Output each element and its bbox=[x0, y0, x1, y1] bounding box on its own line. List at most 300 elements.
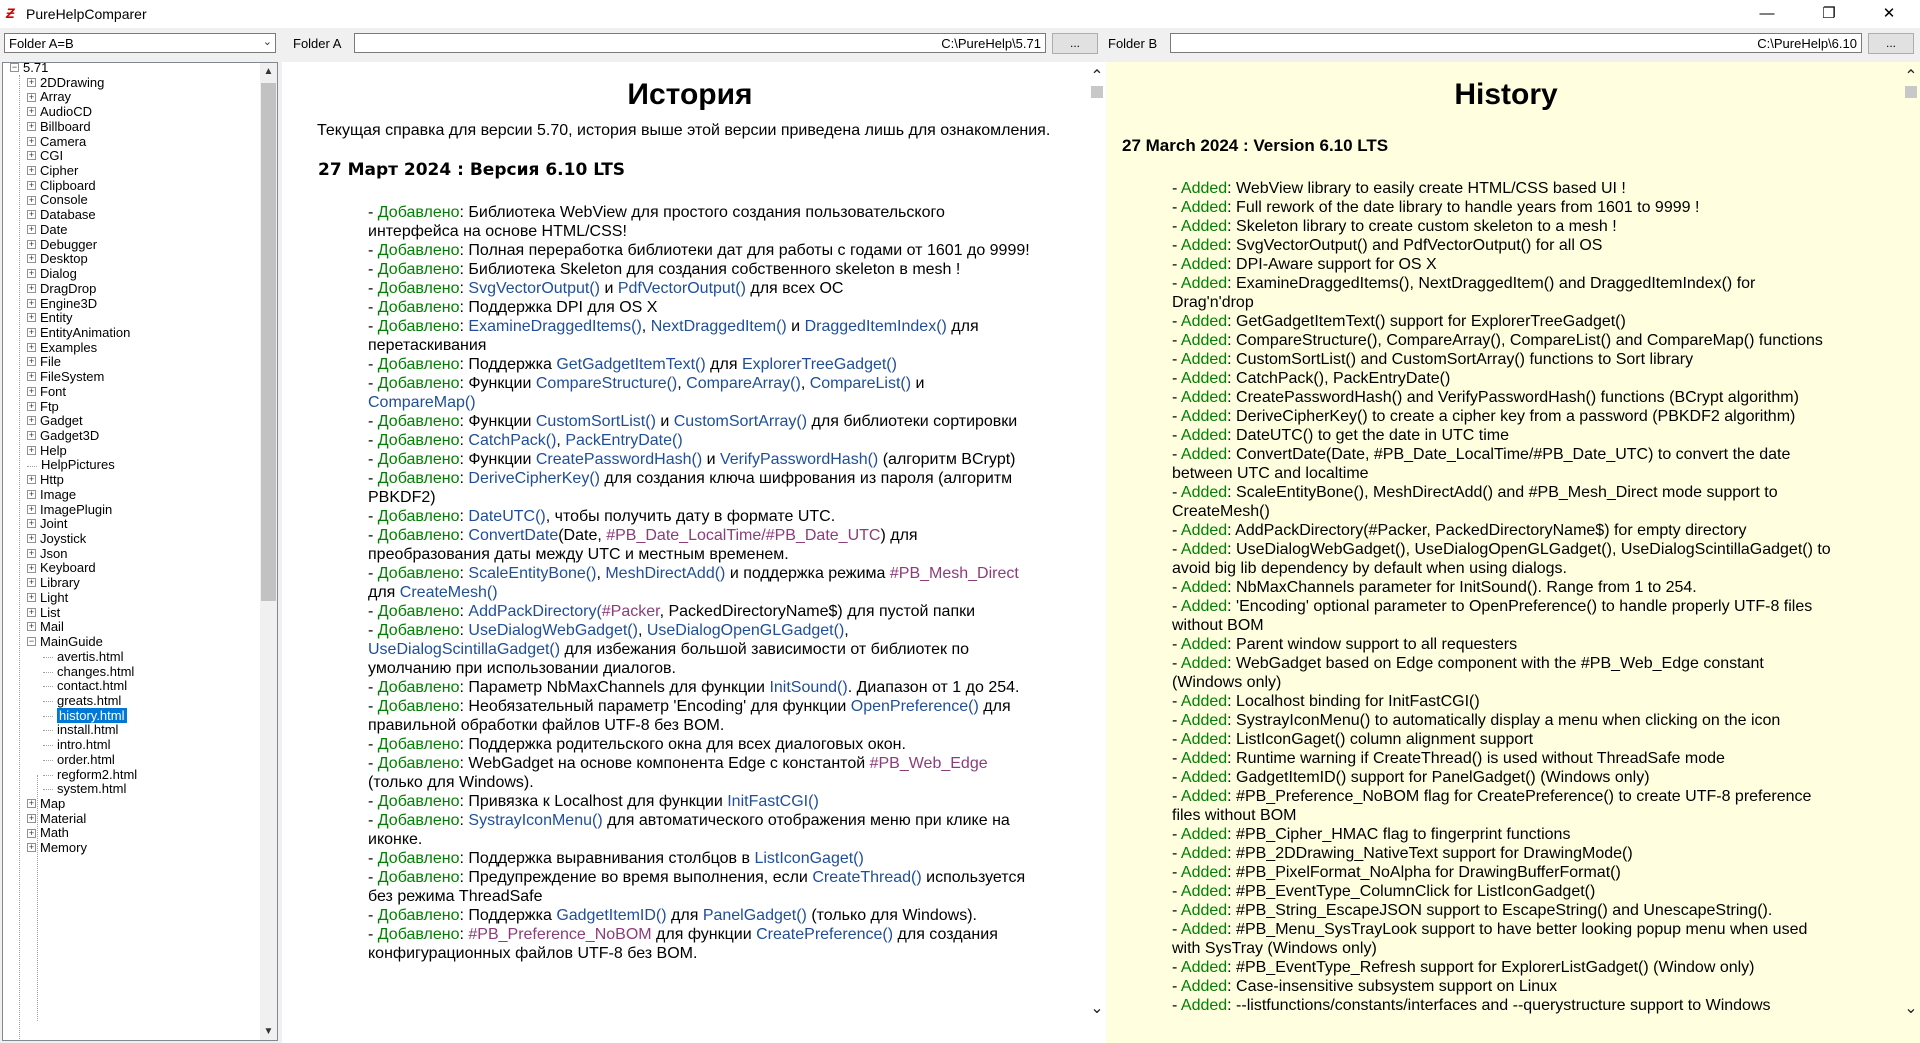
change-item bbox=[1172, 787, 1837, 825]
added-label: Added bbox=[1180, 522, 1228, 539]
change-text: - bbox=[368, 736, 378, 753]
function-link[interactable]: InitSound() bbox=[769, 679, 848, 696]
function-link[interactable]: DeriveCipherKey() bbox=[468, 470, 600, 487]
added-label: Добавлено bbox=[377, 679, 460, 696]
function-link[interactable]: PackEntryDate() bbox=[565, 432, 683, 449]
change-item bbox=[1172, 236, 1837, 255]
change-text: - bbox=[368, 622, 378, 639]
added-label: Добавлено bbox=[377, 299, 460, 316]
expand-icon[interactable]: + bbox=[28, 591, 35, 602]
tree-node-label: Joint bbox=[40, 516, 68, 532]
function-link[interactable]: CompareMap() bbox=[368, 394, 476, 411]
tree-scrollbar[interactable] bbox=[260, 63, 277, 1040]
constant-text: #Packer bbox=[601, 603, 660, 620]
function-link[interactable]: CustomSortList() bbox=[535, 413, 656, 430]
change-text: - bbox=[368, 907, 378, 924]
minimize-button[interactable]: — bbox=[1759, 5, 1775, 22]
function-link[interactable]: UseDialogScintillaGadget() bbox=[368, 641, 561, 658]
scroll-up-icon[interactable]: ⌃ bbox=[1904, 68, 1918, 85]
change-text: - bbox=[368, 318, 378, 335]
added-label: Добавлено bbox=[377, 432, 460, 449]
tree-node-label: contact.html bbox=[57, 678, 128, 694]
expand-icon[interactable]: + bbox=[28, 150, 35, 161]
compare-mode-select[interactable] bbox=[4, 33, 276, 53]
change-item bbox=[1172, 844, 1837, 863]
function-link[interactable]: CustomSortArray() bbox=[673, 413, 808, 430]
change-text: : Библиотека Skeleton для создания собственного skeleton в mesh ! bbox=[459, 261, 961, 278]
expand-icon[interactable]: + bbox=[28, 135, 35, 146]
bullet-dash: - bbox=[1172, 883, 1181, 900]
change-item bbox=[1172, 350, 1837, 369]
change-item bbox=[368, 450, 1033, 469]
change-text: - bbox=[368, 413, 378, 430]
function-link[interactable]: VerifyPasswordHash() bbox=[719, 451, 879, 468]
change-text: , bbox=[844, 622, 849, 639]
change-item bbox=[1172, 977, 1837, 996]
pane-a-scroll-thumb[interactable] bbox=[1091, 86, 1103, 98]
scroll-up-icon[interactable]: ▲ bbox=[263, 66, 274, 77]
tree-node-label: intro.html bbox=[57, 737, 111, 753]
bullet-dash: - bbox=[1172, 826, 1181, 843]
change-text: используется без режима ThreadSafe bbox=[368, 869, 1026, 905]
change-text: : UseDialogWebGadget(), UseDialogOpenGLGadget(), UseDialogScintillaGadget() to avoid big lib dependency by default when using dialogs. bbox=[1172, 541, 1831, 577]
change-item bbox=[1172, 274, 1837, 312]
function-link[interactable]: OpenPreference() bbox=[850, 698, 979, 715]
change-item bbox=[368, 564, 1033, 602]
change-text: - bbox=[368, 261, 378, 278]
added-label: Added bbox=[1180, 199, 1228, 216]
added-label: Added bbox=[1180, 921, 1228, 938]
bullet-dash: - bbox=[1172, 446, 1181, 463]
function-link[interactable]: CreatePasswordHash() bbox=[535, 451, 703, 468]
change-text: - bbox=[368, 356, 378, 373]
tree-node-memory[interactable] bbox=[27, 839, 87, 857]
expand-icon[interactable]: + bbox=[28, 415, 35, 426]
added-label: Добавлено bbox=[377, 698, 460, 715]
function-link[interactable]: DateUTC() bbox=[468, 508, 546, 525]
tree-node-label: system.html bbox=[57, 781, 127, 797]
expand-icon[interactable]: + bbox=[28, 488, 35, 499]
function-link[interactable]: MeshDirectAdd() bbox=[605, 565, 726, 582]
expand-icon[interactable]: + bbox=[28, 503, 35, 514]
change-text: - bbox=[368, 869, 378, 886]
added-label: Added bbox=[1180, 408, 1228, 425]
change-text: : bbox=[459, 622, 469, 639]
expand-icon[interactable]: + bbox=[28, 327, 35, 338]
added-label: Added bbox=[1180, 541, 1228, 558]
compare-mode-value: Folder A=B bbox=[9, 36, 74, 51]
change-text: , bbox=[596, 565, 606, 582]
added-label: Добавлено bbox=[377, 261, 460, 278]
change-text: : CustomSortList() and CustomSortArray() functions to Sort library bbox=[1227, 351, 1694, 368]
change-item bbox=[1172, 863, 1837, 882]
bullet-dash: - bbox=[1172, 788, 1181, 805]
bullet-dash: - bbox=[1172, 845, 1181, 862]
expand-icon[interactable]: + bbox=[28, 518, 35, 529]
bullet-dash: - bbox=[1172, 427, 1181, 444]
change-text: - bbox=[368, 204, 378, 221]
added-label: Added bbox=[1180, 788, 1228, 805]
change-text: для bbox=[705, 356, 742, 373]
added-label: Added bbox=[1180, 769, 1228, 786]
change-item bbox=[368, 849, 1033, 868]
expand-icon[interactable]: + bbox=[28, 165, 35, 176]
change-item bbox=[368, 279, 1033, 298]
change-text: : bbox=[459, 470, 469, 487]
change-text: : Поддержка bbox=[459, 907, 557, 924]
change-text: , чтобы получить дату в формате UTC. bbox=[545, 508, 836, 525]
added-label: Added bbox=[1180, 598, 1228, 615]
function-link[interactable]: GetGadgetItemText() bbox=[556, 356, 706, 373]
change-text: : bbox=[459, 318, 469, 335]
expand-icon[interactable]: + bbox=[28, 179, 35, 190]
bullet-dash: - bbox=[1172, 180, 1181, 197]
expand-icon[interactable]: + bbox=[28, 371, 35, 382]
bullet-dash: - bbox=[1172, 370, 1181, 387]
added-label: Added bbox=[1180, 655, 1228, 672]
folder-b-path-input[interactable]: C:\PureHelp\6.10 bbox=[1170, 33, 1862, 53]
expand-icon[interactable]: + bbox=[28, 120, 35, 131]
tree-node-label: Ftp bbox=[40, 398, 59, 414]
bullet-dash: - bbox=[1172, 959, 1181, 976]
expand-icon[interactable]: + bbox=[28, 430, 35, 441]
bullet-dash: - bbox=[1172, 997, 1181, 1014]
expand-icon[interactable]: + bbox=[28, 282, 35, 293]
expand-icon[interactable]: + bbox=[28, 341, 35, 352]
added-label: Added bbox=[1180, 218, 1228, 235]
change-text: (только для Windows). bbox=[806, 907, 977, 924]
added-label: Добавлено bbox=[377, 280, 460, 297]
tree-connector bbox=[43, 716, 53, 717]
expand-icon[interactable]: + bbox=[28, 621, 35, 632]
function-link[interactable]: CreateThread() bbox=[812, 869, 922, 886]
expand-icon[interactable]: + bbox=[28, 827, 35, 838]
tree-scroll-thumb[interactable] bbox=[261, 83, 276, 601]
folder-a-browse-button[interactable]: ... bbox=[1052, 33, 1098, 54]
tree-node-label: Array bbox=[40, 89, 72, 105]
tree-connector bbox=[43, 672, 53, 673]
function-link[interactable]: NextDraggedItem() bbox=[650, 318, 787, 335]
change-item bbox=[368, 431, 1033, 450]
tree-node-label: Dialog bbox=[40, 266, 77, 282]
change-text: : #PB_EventType_ColumnClick for ListIconGadget() bbox=[1227, 883, 1596, 900]
folder-a-path-input[interactable]: C:\PureHelp\5.71 bbox=[354, 33, 1046, 53]
expand-icon[interactable]: + bbox=[28, 76, 35, 87]
change-text: : Case-insensitive subsystem support on Linux bbox=[1227, 978, 1558, 995]
doc-a-change-list bbox=[368, 203, 1033, 963]
pane-a-scrollbar[interactable] bbox=[1088, 62, 1106, 1043]
scroll-down-icon[interactable]: ⌄ bbox=[1090, 1000, 1104, 1017]
folder-b-browse-button[interactable]: ... bbox=[1868, 33, 1914, 54]
change-text: - bbox=[368, 603, 378, 620]
change-text: (Date, bbox=[558, 527, 607, 544]
change-item bbox=[1172, 597, 1837, 635]
tree-node-label: Gadget bbox=[40, 413, 83, 429]
change-item bbox=[368, 697, 1033, 735]
added-label: Added bbox=[1180, 332, 1228, 349]
change-text: для избежания большой зависимости от библиотек по умолчанию при использовании диалогов. bbox=[368, 641, 970, 677]
change-text: : ListIconGaget() column alignment support bbox=[1227, 731, 1534, 748]
change-item bbox=[1172, 578, 1837, 597]
document-pane-b[interactable] bbox=[1106, 62, 1920, 1043]
bullet-dash: - bbox=[1172, 351, 1181, 368]
function-link[interactable]: ExplorerTreeGadget() bbox=[741, 356, 897, 373]
change-text: : #PB_EventType_Refresh support for ExplorerListGadget() (Window only) bbox=[1227, 959, 1755, 976]
folder-a-label: Folder A bbox=[293, 36, 342, 51]
bullet-dash: - bbox=[1172, 313, 1181, 330]
expand-icon[interactable]: + bbox=[28, 385, 35, 396]
function-link[interactable]: CompareList() bbox=[809, 375, 912, 392]
doc-b-change-list bbox=[1172, 179, 1837, 1015]
expand-icon[interactable]: + bbox=[28, 253, 35, 264]
function-link[interactable]: CreateMesh() bbox=[399, 584, 498, 601]
tree-node-label: Light bbox=[40, 589, 69, 605]
pane-b-scrollbar[interactable] bbox=[1902, 62, 1920, 1043]
tree-connector bbox=[27, 466, 37, 467]
constant-text: #PB_Preference_NoBOM bbox=[468, 926, 652, 943]
change-text: - bbox=[368, 470, 378, 487]
collapse-icon[interactable]: − bbox=[28, 636, 35, 647]
function-link[interactable]: InitFastCGI() bbox=[727, 793, 819, 810]
function-link[interactable]: UseDialogWebGadget() bbox=[468, 622, 638, 639]
function-link[interactable]: CompareStructure() bbox=[535, 375, 678, 392]
function-link[interactable]: PanelGadget() bbox=[702, 907, 807, 924]
tree-node-label: Console bbox=[40, 192, 88, 208]
change-item bbox=[368, 678, 1033, 697]
change-item bbox=[368, 792, 1033, 811]
change-text: для автоматического отображения меню при клике на иконке. bbox=[368, 812, 1010, 848]
function-link[interactable]: ListIconGaget() bbox=[754, 850, 864, 867]
change-text: (только для Windows). bbox=[368, 774, 534, 791]
change-text: : Full rework of the date library to handle years from 1601 to 9999 ! bbox=[1227, 199, 1700, 216]
expand-icon[interactable]: + bbox=[28, 268, 35, 279]
change-text: для перетаскивания bbox=[368, 318, 979, 354]
change-text: (алгоритм BCrypt) bbox=[878, 451, 1016, 468]
change-text: : NbMaxChannels parameter for InitSound(). Range from 1 to 254. bbox=[1227, 579, 1697, 596]
scroll-down-icon[interactable]: ⌄ bbox=[1904, 1000, 1918, 1017]
bullet-dash: - bbox=[1172, 978, 1181, 995]
change-text: : #PB_Menu_SysTrayLook support to have better looking popup menu when used with SysTray (Windows only) bbox=[1172, 921, 1808, 957]
change-text: : Поддержка выравнивания столбцов в bbox=[459, 850, 755, 867]
bullet-dash: - bbox=[1172, 769, 1181, 786]
function-link[interactable]: SvgVectorOutput() bbox=[468, 280, 601, 297]
added-label: Добавлено bbox=[377, 508, 460, 525]
change-text: : Поддержка bbox=[459, 356, 557, 373]
tree-node-label: ImagePlugin bbox=[40, 501, 113, 517]
change-item bbox=[368, 260, 1033, 279]
function-link[interactable]: PdfVectorOutput() bbox=[617, 280, 746, 297]
function-link[interactable]: DraggedItemIndex() bbox=[804, 318, 947, 335]
bullet-dash: - bbox=[1172, 655, 1181, 672]
expand-icon[interactable]: + bbox=[28, 812, 35, 823]
document-pane-a[interactable] bbox=[282, 62, 1106, 1043]
tree-node-label: List bbox=[40, 604, 61, 620]
added-label: Добавлено bbox=[377, 850, 460, 867]
tree-node-label: install.html bbox=[57, 722, 119, 738]
tree-node-label: changes.html bbox=[57, 663, 135, 679]
scroll-down-icon[interactable]: ▼ bbox=[263, 1026, 274, 1037]
tree-node-label: EntityAnimation bbox=[40, 324, 131, 340]
tree-node-label: Help bbox=[40, 442, 67, 458]
expand-icon[interactable]: + bbox=[28, 209, 35, 220]
added-label: Added bbox=[1180, 351, 1228, 368]
constant-text: #PB_Web_Edge bbox=[869, 755, 988, 772]
scroll-up-icon[interactable]: ⌃ bbox=[1090, 68, 1104, 85]
app-logo-icon: Ƶ bbox=[6, 5, 15, 21]
change-text: : AddPackDirectory(#Packer, PackedDirectoryName$) for empty directory bbox=[1227, 522, 1747, 539]
expand-icon[interactable]: + bbox=[28, 356, 35, 367]
function-link[interactable]: AddPackDirectory( bbox=[468, 603, 602, 620]
change-text: : bbox=[459, 508, 469, 525]
added-label: Added bbox=[1180, 579, 1228, 596]
doc-b-title: History bbox=[1454, 78, 1558, 111]
change-item bbox=[1172, 426, 1837, 445]
expand-icon[interactable]: + bbox=[28, 562, 35, 573]
change-item bbox=[368, 526, 1033, 564]
added-label: Добавлено bbox=[377, 736, 460, 753]
expand-icon[interactable]: + bbox=[28, 106, 35, 117]
collapse-icon[interactable]: − bbox=[11, 62, 18, 73]
tree-node-label: Material bbox=[40, 810, 87, 826]
tree-node-label: HelpPictures bbox=[41, 457, 115, 473]
expand-icon[interactable]: + bbox=[28, 91, 35, 102]
function-link[interactable]: GadgetItemID() bbox=[556, 907, 667, 924]
change-item bbox=[368, 754, 1033, 792]
function-link[interactable]: SystrayIconMenu() bbox=[468, 812, 603, 829]
change-text: : GetGadgetItemText() support for ExplorerTreeGadget() bbox=[1227, 313, 1626, 330]
tree-node-label: Joystick bbox=[40, 531, 87, 547]
tree-node-label: Cipher bbox=[40, 163, 79, 179]
added-label: Added bbox=[1180, 845, 1228, 862]
tree-node-label: Engine3D bbox=[40, 295, 98, 311]
expand-icon[interactable]: + bbox=[28, 238, 35, 249]
change-text: и bbox=[911, 375, 925, 392]
change-text: : bbox=[459, 603, 469, 620]
change-text: и bbox=[600, 280, 618, 297]
change-item bbox=[368, 355, 1033, 374]
close-button[interactable]: ✕ bbox=[1882, 5, 1896, 22]
bullet-dash: - bbox=[1172, 579, 1181, 596]
change-text: - bbox=[368, 508, 378, 525]
tree-node-label: Gadget3D bbox=[40, 428, 100, 443]
change-text: : Parent window support to all requesters bbox=[1227, 636, 1518, 653]
tree-node-label: 2DDrawing bbox=[40, 74, 105, 90]
change-item bbox=[368, 906, 1033, 925]
function-link[interactable]: ScaleEntityBone() bbox=[468, 565, 597, 582]
change-text: : DeriveCipherKey() to create a cipher key from a password (PBKDF2 algorithm) bbox=[1227, 408, 1796, 425]
tree-node-label: AudioCD bbox=[40, 104, 93, 120]
tree-connector bbox=[43, 760, 53, 761]
expand-icon[interactable]: + bbox=[28, 547, 35, 558]
added-label: Добавлено bbox=[377, 204, 460, 221]
change-text: и bbox=[655, 413, 674, 430]
change-item bbox=[368, 469, 1033, 507]
change-text: : Поддержка родительского окна для всех диалоговых окон. bbox=[459, 736, 906, 753]
change-item bbox=[1172, 692, 1837, 711]
change-text: - bbox=[368, 793, 378, 810]
change-text: для создания конфигурационных файлов UTF-8 без BOM. bbox=[368, 926, 998, 962]
change-text: : bbox=[459, 280, 469, 297]
added-label: Added bbox=[1180, 180, 1228, 197]
tree-node-label: Debugger bbox=[40, 236, 98, 252]
added-label: Добавлено bbox=[377, 527, 460, 544]
tree-node-label: FileSystem bbox=[40, 369, 105, 385]
function-link[interactable]: UseDialogOpenGLGadget() bbox=[646, 622, 845, 639]
function-link[interactable]: CompareArray() bbox=[686, 375, 801, 392]
change-text: : bbox=[459, 812, 469, 829]
change-item bbox=[368, 507, 1033, 526]
bullet-dash: - bbox=[1172, 522, 1181, 539]
function-link[interactable]: CreatePreference() bbox=[756, 926, 894, 943]
change-text: : ScaleEntityBone(), MeshDirectAdd() and #PB_Mesh_Direct mode support to CreateMesh() bbox=[1172, 484, 1778, 520]
added-label: Добавлено bbox=[377, 755, 460, 772]
tree-node-label: Examples bbox=[40, 339, 98, 355]
expand-icon[interactable]: + bbox=[28, 194, 35, 205]
added-label: Добавлено bbox=[377, 622, 460, 639]
added-label: Added bbox=[1180, 484, 1228, 501]
tree-node-label: DragDrop bbox=[40, 280, 97, 296]
added-label: Added bbox=[1180, 731, 1228, 748]
change-text: : Библиотека WebView для простого создания пользовательского интерфейса на основе HTML/CSS! bbox=[368, 204, 945, 240]
change-item bbox=[1172, 331, 1837, 350]
restore-button[interactable]: ❐ bbox=[1822, 5, 1836, 22]
tree-node-label: Mail bbox=[40, 619, 64, 635]
change-text: для всех ОС bbox=[745, 280, 844, 297]
added-label: Added bbox=[1180, 883, 1228, 900]
change-text: - bbox=[368, 679, 378, 696]
pane-b-scroll-thumb[interactable] bbox=[1905, 86, 1917, 98]
added-label: Добавлено bbox=[377, 470, 460, 487]
added-label: Добавлено bbox=[377, 451, 460, 468]
bullet-dash: - bbox=[1172, 541, 1181, 558]
function-link[interactable]: CatchPack() bbox=[468, 432, 557, 449]
expand-icon[interactable]: + bbox=[28, 533, 35, 544]
added-label: Added bbox=[1180, 389, 1228, 406]
expand-icon[interactable]: + bbox=[28, 577, 35, 588]
tree-node-label: Entity bbox=[40, 310, 73, 326]
function-link[interactable]: ConvertDate bbox=[468, 527, 559, 544]
expand-icon[interactable]: + bbox=[28, 444, 35, 455]
added-label: Added bbox=[1180, 997, 1228, 1014]
change-text: для bbox=[666, 907, 703, 924]
file-tree[interactable] bbox=[2, 62, 278, 1041]
expand-icon[interactable]: + bbox=[28, 312, 35, 323]
expand-icon[interactable]: + bbox=[28, 297, 35, 308]
added-label: Added bbox=[1180, 427, 1228, 444]
change-text: : Полная переработка библиотеки дат для работы с годами от 1601 до 9999! bbox=[459, 242, 1030, 259]
tree-node-label: Camera bbox=[40, 133, 87, 149]
bullet-dash: - bbox=[1172, 712, 1181, 729]
bullet-dash: - bbox=[1172, 731, 1181, 748]
change-text: : ExamineDraggedItems(), NextDraggedItem() and DraggedItemIndex() for Drag'n'drop bbox=[1172, 275, 1756, 311]
added-label: Added bbox=[1180, 636, 1228, 653]
expand-icon[interactable]: + bbox=[28, 842, 35, 853]
change-text: для библиотеки сортировки bbox=[807, 413, 1018, 430]
change-text: - bbox=[368, 565, 378, 582]
bullet-dash: - bbox=[1172, 636, 1181, 653]
change-text: , bbox=[800, 375, 810, 392]
expand-icon[interactable]: + bbox=[28, 606, 35, 617]
expand-icon[interactable]: + bbox=[28, 798, 35, 809]
expand-icon[interactable]: + bbox=[28, 223, 35, 234]
expand-icon[interactable]: + bbox=[28, 400, 35, 411]
function-link[interactable]: ExamineDraggedItems() bbox=[468, 318, 642, 335]
expand-icon[interactable]: + bbox=[28, 474, 35, 485]
tree-node-label: 5.71 bbox=[23, 62, 49, 75]
change-item bbox=[1172, 255, 1837, 274]
added-label: Добавлено bbox=[377, 565, 460, 582]
tree-connector bbox=[43, 730, 53, 731]
